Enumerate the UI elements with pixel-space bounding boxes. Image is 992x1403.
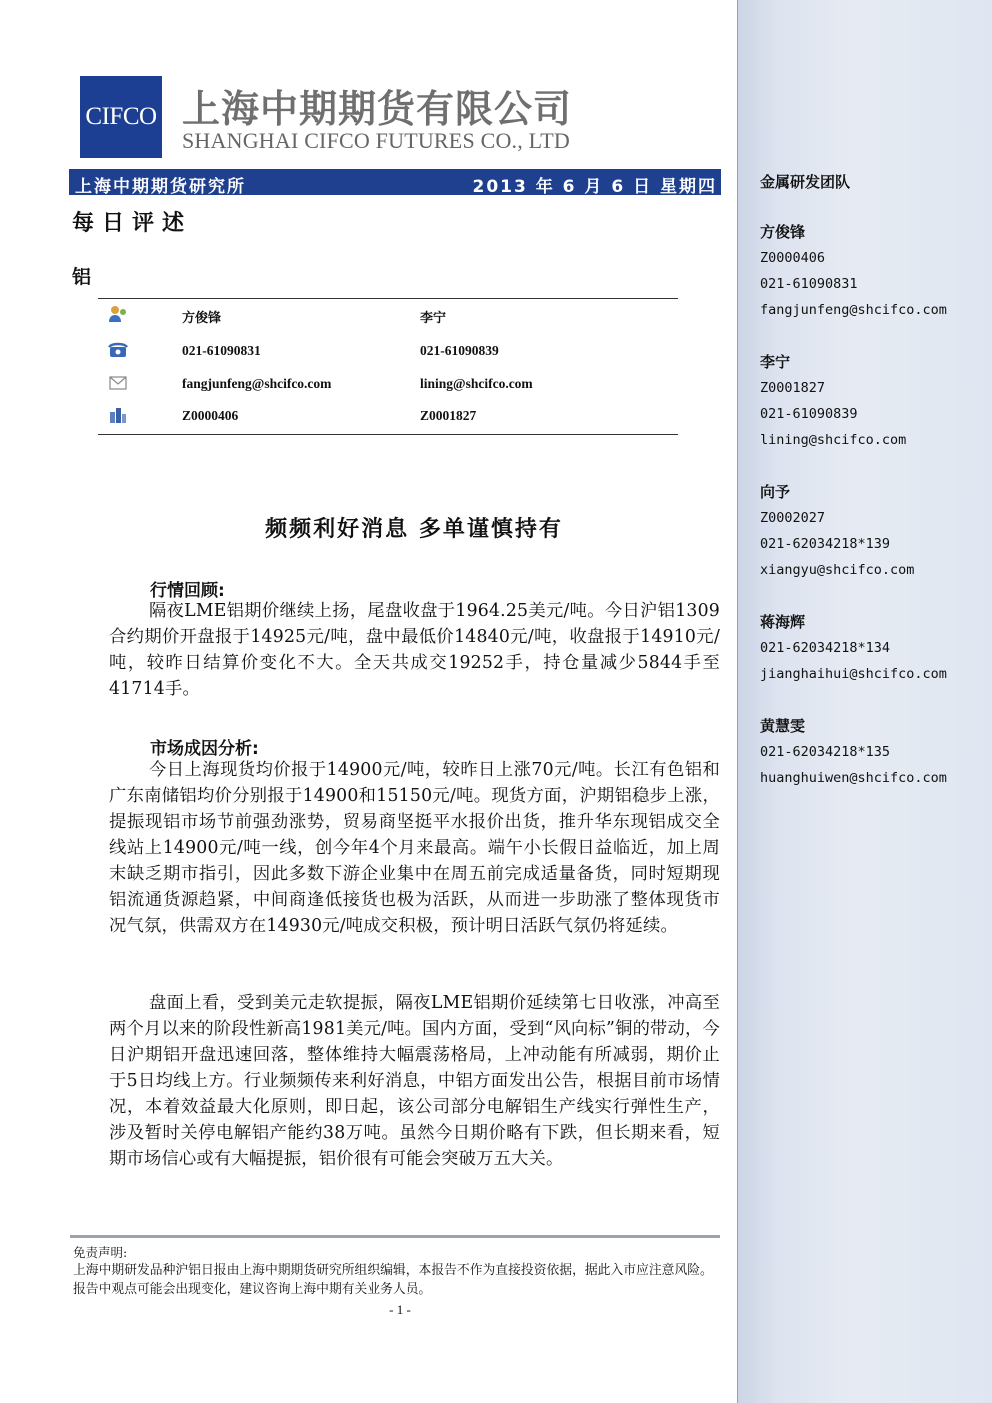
table-row-names: [98, 305, 678, 325]
header-bar: [69, 169, 721, 195]
sidebar-member-li: [760, 349, 906, 453]
table-row-emails: [98, 374, 678, 394]
member-email[interactable]: fangjunfeng@shcifco.com: [760, 302, 947, 318]
report-date: 2013 年 6 月 6 日 星期四: [472, 177, 717, 197]
disclaimer-text: 上海中期研发品种沪铝日报由上海中期期货研究所组织编辑，本报告不作为直接投资依据，据此入市应注意风险。报告中观点可能会出现变化，建议咨询上海中期有关业务人员。: [73, 1263, 713, 1297]
building-icon: [108, 406, 128, 424]
analyst-name: 方俊锋: [182, 311, 222, 326]
report-type: 每日评述: [72, 211, 193, 236]
member-phone: 021-62034218*139: [760, 536, 891, 552]
member-name: 方俊锋: [760, 223, 806, 241]
research-team-sidebar: [737, 0, 992, 1403]
section-title-market-review: 行情回顾:: [150, 581, 225, 601]
member-name: 蒋海辉: [760, 613, 806, 631]
member-name: 黄慧雯: [760, 717, 806, 735]
page-number: - 1 -: [389, 1302, 411, 1317]
company-name-en: SHANGHAI CIFCO FUTURES CO., LTD: [182, 128, 570, 153]
member-phone: 021-61090839: [760, 406, 858, 422]
report-headline: 频频利好消息 多单谨慎持有: [265, 517, 563, 542]
member-phone: 021-62034218*134: [760, 640, 891, 656]
analyst-phone: 021-61090839: [420, 343, 499, 358]
table-row-ids: [98, 406, 678, 426]
analyst-license-id: Z0000406: [182, 408, 239, 423]
member-email[interactable]: huanghuiwen@shcifco.com: [760, 770, 947, 786]
member-phone: 021-62034218*135: [760, 744, 891, 760]
paragraph-futures-market: 盘面上看，受到美元走软提振，隔夜LME铝期价延续第七日收涨，冲高至两个月以来的阶段性新高1981美元/吨。国内方面，受到“风向标”铜的带动，今日沪期铝开盘迅速回落，整体维持大幅震荡格局，上冲动能有所减弱，期价止于5日均线上方。行业频频传来利好消息，中铝方面发出公告，根据目前市场情况，本着效益最大化原则，即日起，该公司部分电解铝生产线实行弹性生产，涉及暂时关停电解铝产能约38万吨。虽然今日期价略有下跌，但长期来看，短期市场信心或有大幅提振，铝价很有可能会突破万五大关。: [109, 993, 720, 1169]
paragraph-spot-market: 今日上海现货均价报于14900元/吨，较昨日上涨70元/吨。长江有色铝和广东南储铝均价分别报于14900和15150元/吨。现货方面，沪期铝稳步上涨，提振现铝市场节前强劲涨势，贸易商坚挺平水报价出货，推升华东现铝成交全线站上14900元/吨一线，创今年4个月来最高。端午小长假日益临近，加上周末缺乏期市指引，因此多数下游企业集中在周五前完成适量备货，同时短期现铝流通货源趋紧，中间商逢低接货也极为活跃，从而进一步助涨了整体现货市况气氛，供需双方在14930元/吨成交积极，预计明日活跃气氛仍将延续。: [109, 760, 720, 936]
analyst-name: 李宁: [420, 311, 447, 326]
member-id: Z0001827: [760, 380, 826, 396]
member-email[interactable]: jianghaihui@shcifco.com: [760, 666, 947, 682]
mail-icon: [108, 374, 128, 392]
institute-name: 上海中期期货研究所: [75, 177, 246, 197]
sidebar-member-huang: [760, 713, 947, 791]
phone-icon: [108, 341, 128, 359]
member-name: 向予: [760, 483, 791, 501]
table-row-phones: [98, 341, 678, 361]
analyst-email[interactable]: lining@shcifco.com: [420, 376, 533, 391]
section-title-market-analysis: 市场成因分析:: [150, 739, 259, 759]
sidebar-member-jiang: [760, 609, 947, 687]
analyst-license-id: Z0001827: [420, 408, 477, 423]
cifco-logo: CIFCO: [80, 76, 162, 158]
analyst-phone: 021-61090831: [182, 343, 261, 358]
metal-name: 铝: [72, 266, 92, 288]
paragraph-market-review: 隔夜LME铝期价继续上扬，尾盘收盘于1964.25美元/吨。今日沪铝1309合约期价开盘报于14925元/吨，盘中最低价14840元/吨，收盘报于14910元/吨，较昨日结算价变化不大。全天共成交19252手，持仓量减少5844手至41714手。: [109, 601, 720, 699]
team-title: 金属研发团队: [760, 173, 851, 191]
disclaimer-title: 免责声明:: [73, 1245, 128, 1260]
company-name-cn: 上海中期期货有限公司: [182, 87, 573, 131]
member-id: Z0002027: [760, 510, 826, 526]
member-phone: 021-61090831: [760, 276, 858, 292]
member-name: 李宁: [760, 353, 791, 371]
footer-divider: [70, 1235, 720, 1238]
member-email[interactable]: xiangyu@shcifco.com: [760, 562, 915, 578]
analyst-email[interactable]: fangjunfeng@shcifco.com: [182, 376, 332, 391]
sidebar-member-fang: [760, 219, 947, 323]
analyst-contact-table: [98, 298, 678, 435]
member-id: Z0000406: [760, 250, 826, 266]
member-email[interactable]: lining@shcifco.com: [760, 432, 907, 448]
person-icon: [108, 305, 128, 323]
